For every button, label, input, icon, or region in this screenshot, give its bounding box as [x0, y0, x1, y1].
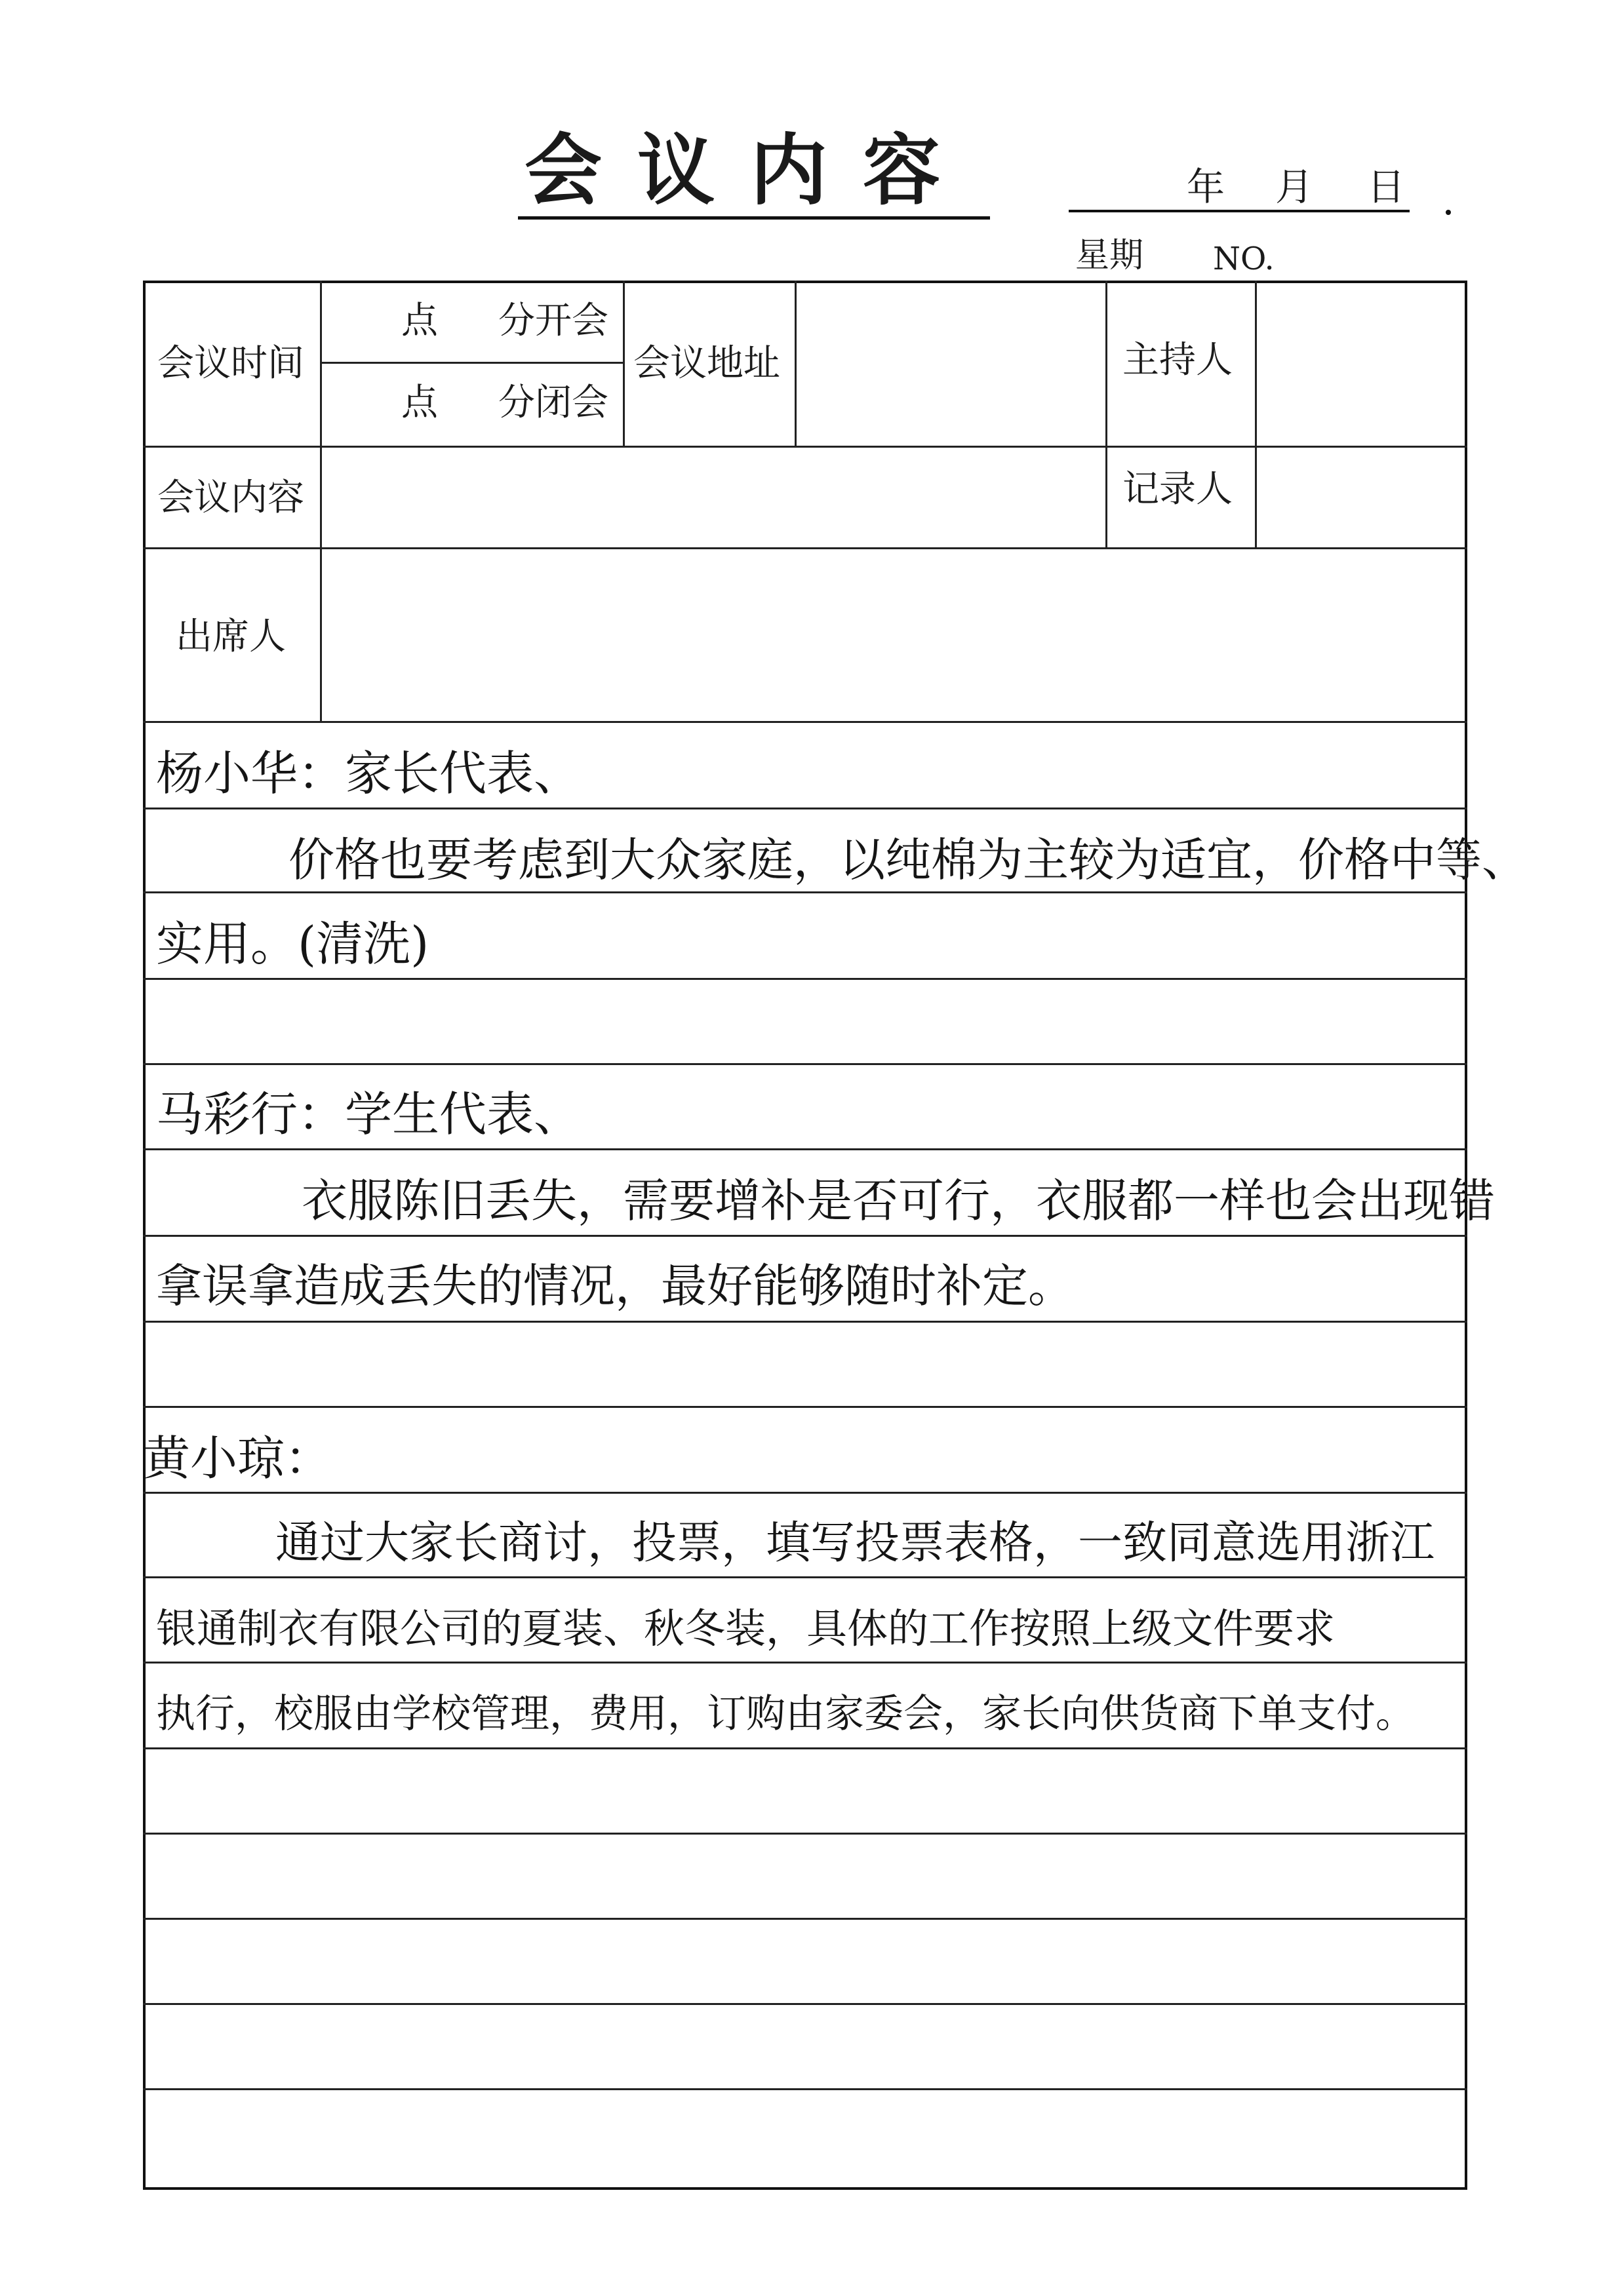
row-line-3 — [143, 721, 1467, 723]
ruled-line — [143, 2088, 1467, 2090]
day-label: 日 — [1367, 165, 1406, 209]
number-label: NO. — [1213, 241, 1275, 277]
ruled-line — [143, 1406, 1467, 1408]
ruled-line — [143, 2003, 1467, 2005]
speaker-1-name: 杨小华：家长代表、 — [156, 746, 582, 801]
speaker-1-line-1: 价格也要考虑到大众家庭，以纯棉为主较为适宜，价格中等、 — [288, 833, 1528, 887]
ruled-line — [143, 1321, 1467, 1323]
ruled-line — [143, 978, 1467, 980]
row-line-2 — [143, 547, 1467, 549]
ruled-line — [143, 1492, 1467, 1494]
time-split-line — [321, 362, 623, 364]
speaker-3-name: 黄小琼： — [143, 1431, 332, 1486]
ruled-line — [143, 1833, 1467, 1835]
ruled-line — [143, 1148, 1467, 1150]
host-label: 主持人 — [1122, 339, 1233, 381]
ruled-line — [143, 1063, 1467, 1065]
col-line-value — [1105, 281, 1107, 547]
row-line-1 — [143, 446, 1467, 448]
speaker-2-line-1: 衣服陈旧丢失，需要增补是否可行，衣服都一样也会出现错 — [302, 1174, 1495, 1228]
recorder-label: 记录人 — [1122, 468, 1233, 511]
date-underline — [1069, 210, 1410, 212]
col-line-time — [623, 281, 625, 446]
start-hour-label: 点 — [401, 300, 438, 342]
end-minute-label: 分闭会 — [498, 381, 608, 424]
speaker-1-line-2: 实用。(清洗) — [156, 916, 429, 971]
weekday-label: 星期 — [1075, 236, 1144, 275]
ruled-line — [143, 1576, 1467, 1578]
meeting-time-label: 会议时间 — [157, 342, 304, 385]
ruled-line — [143, 1918, 1467, 1920]
col-line-location — [795, 281, 797, 446]
page-title: 会议内容 — [525, 125, 976, 216]
month-label: 月 — [1275, 165, 1314, 209]
attendees-label: 出席人 — [176, 615, 286, 658]
ruled-line — [143, 1235, 1467, 1237]
col-line-role — [1255, 281, 1257, 547]
start-minute-label: 分开会 — [498, 300, 608, 342]
year-label: 年 — [1187, 165, 1225, 209]
speaker-2-line-2: 拿误拿造成丢失的情况，最好能够随时补定。 — [156, 1259, 1074, 1313]
ruled-line — [143, 807, 1467, 809]
location-label: 会议地址 — [633, 342, 780, 385]
dot-mark — [1446, 210, 1451, 215]
ruled-line — [143, 1747, 1467, 1749]
end-hour-label: 点 — [401, 381, 438, 424]
content-label: 会议内容 — [157, 477, 304, 519]
ruled-line — [143, 1662, 1467, 1664]
speaker-3-line-3: 执行，校服由学校管理，费用，订购由家委会，家长向供货商下单支付。 — [156, 1691, 1415, 1737]
speaker-2-name: 马彩行：学生代表、 — [156, 1087, 582, 1142]
title-underline — [518, 216, 990, 220]
speaker-3-line-2: 银通制衣有限公司的夏装、秋冬装，具体的工作按照上级文件要求 — [156, 1605, 1336, 1652]
col-line-label — [320, 281, 322, 721]
speaker-3-line-1: 通过大家长商讨，投票，填写投票表格，一致同意选用浙江 — [275, 1517, 1435, 1569]
